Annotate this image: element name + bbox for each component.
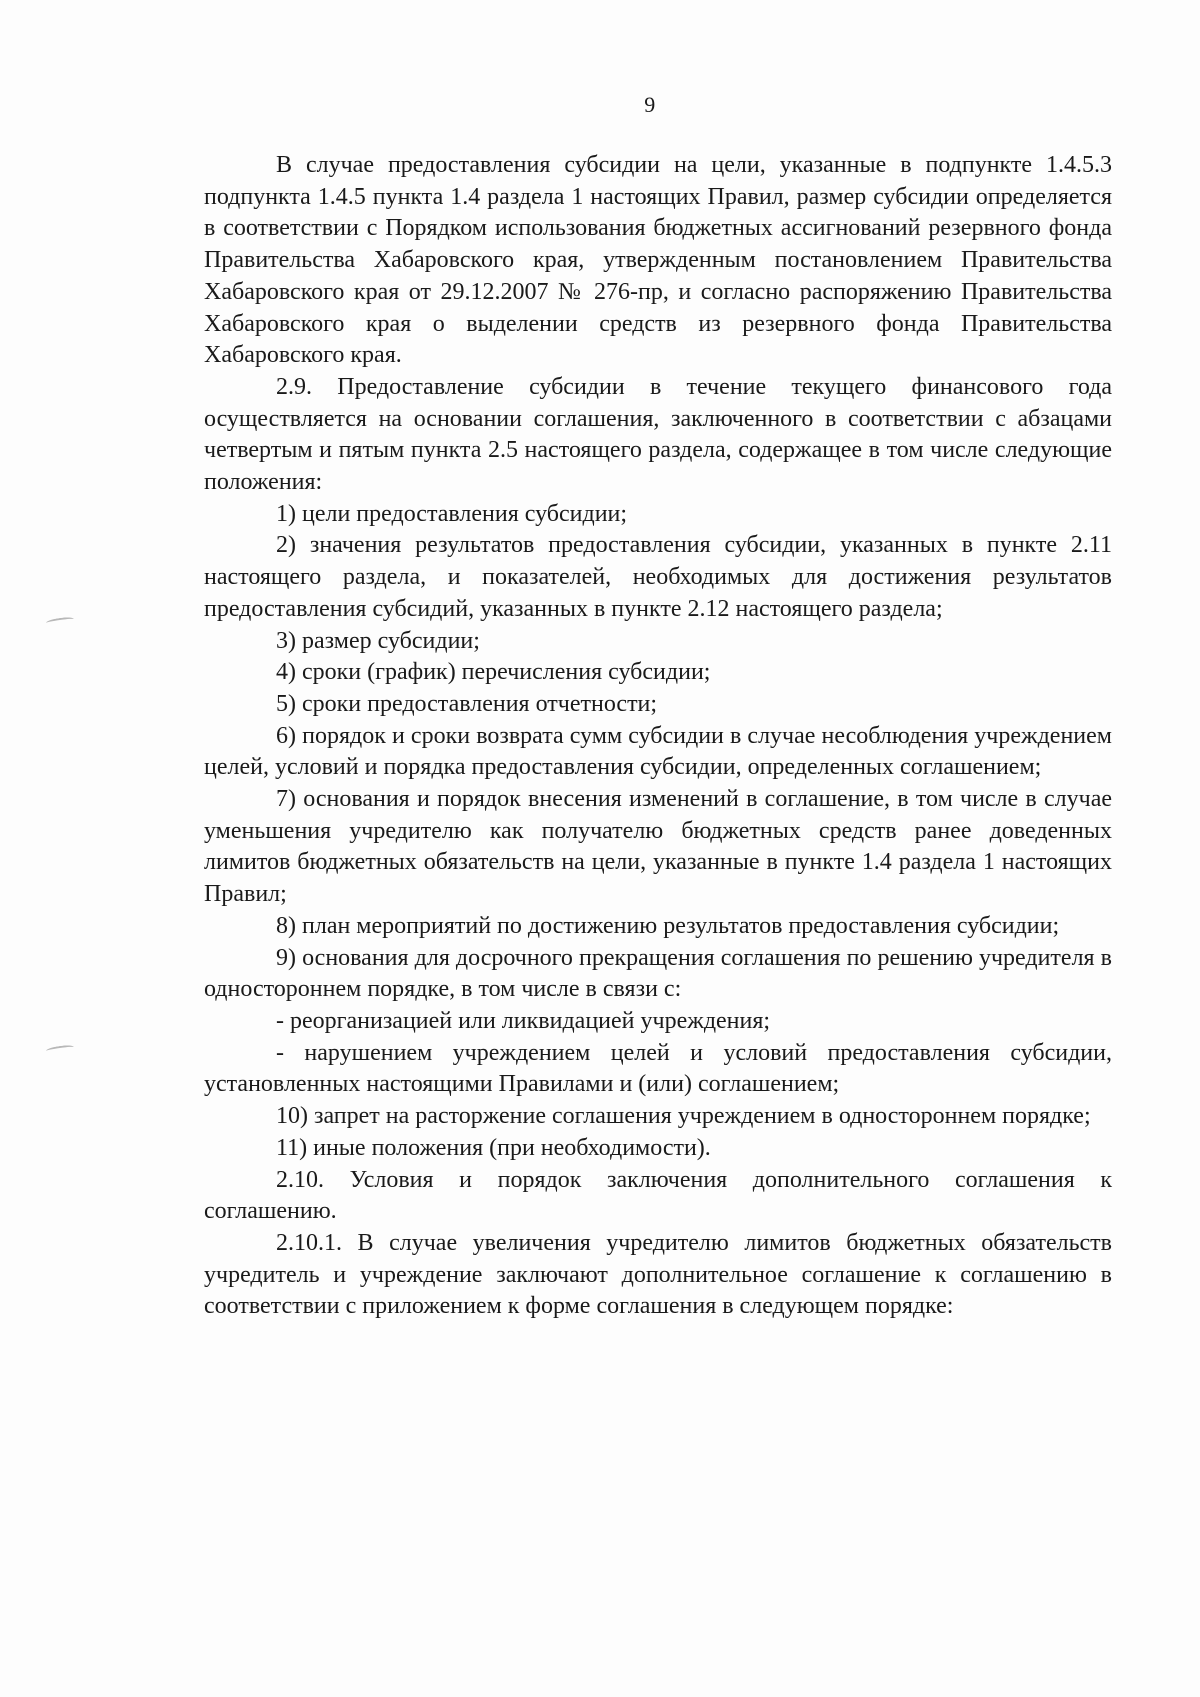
list-item-3: 3) размер субсидии;: [276, 627, 480, 654]
paragraph-2-10-1: 2.10.1. В случае увеличения учредителю лимитов бюджетных обязательств учредитель и учреждение заключают дополнительное соглашение к соглашению в соответствии с приложением к форме соглашения в следующем порядке:: [204, 1229, 1112, 1320]
list-item-7: 7) основания и порядок внесения изменений в соглашение, в том числе в случае уменьшения учредителю как получателю бюджетных средств ранее доведенных лимитов бюджетных обязательств на цели, указанные в пункте 1.4 раздела 1 настоящих Правил;: [204, 786, 1112, 908]
paragraph-reserve-fund: В случае предоставления субсидии на цели, указанные в подпункте 1.4.5.3 подпункта 1.4.5 пункта 1.4 раздела 1 настоящих Правил, размер субсидии определяется в соответствии с Порядком использования бюджетных ассигнований резервного фонда Правительства Хабаровского края, утвержденным постановлением Правительства Хабаровского края от 29.12.2007 № 276-пр, и согласно распоряжению Правительства Хабаровского края о выделении средств из резервного фонда Правительства Хабаровского края.: [204, 152, 1112, 369]
list-item-1: 1) цели предоставления субсидии;: [276, 500, 628, 527]
paragraph-2-10: 2.10. Условия и порядок заключения дополнительного соглашения к соглашению.: [204, 1166, 1112, 1225]
list-item-6: 6) порядок и сроки возврата сумм субсидии в случае несоблюдения учреждением целей, условий и порядка предоставления субсидии, определенных соглашением;: [204, 722, 1112, 781]
list-item-9: 9) основания для досрочного прекращения соглашения по решению учредителя в одностороннем порядке, в том числе в связи с:: [204, 944, 1112, 1003]
list-item-4: 4) сроки (график) перечисления субсидии;: [276, 659, 711, 686]
scan-mark: [46, 616, 75, 626]
list-item-5: 5) сроки предоставления отчетности;: [276, 690, 658, 717]
list-item-2: 2) значения результатов предоставления субсидии, указанных в пункте 2.11 настоящего раздела, и показателей, необходимых для достижения результатов предоставления субсидий, указанных в пункте 2.12 настоящего раздела;: [204, 532, 1112, 622]
page-number: 9: [644, 92, 656, 117]
list-item-11: 11) иные положения (при необходимости).: [276, 1134, 711, 1161]
sub-item-violation: - нарушением учреждением целей и условий предоставления субсидии, установленных настоящими Правилами и (или) соглашением;: [204, 1039, 1112, 1098]
list-item-8: 8) план мероприятий по достижению результатов предоставления субсидии;: [276, 912, 1060, 939]
list-item-10: 10) запрет на расторжение соглашения учреждением в одностороннем порядке;: [276, 1103, 1091, 1130]
document-body: [204, 150, 1112, 1323]
scan-mark: [46, 1044, 75, 1054]
sub-item-reorganization: - реорганизацией или ликвидацией учреждения;: [276, 1007, 771, 1034]
paragraph-2-9: 2.9. Предоставление субсидии в течение текущего финансового года осуществляется на основании соглашения, заключенного в соответствии с абзацами четвертым и пятым пункта 2.5 настоящего раздела, содержащее в том числе следующие положения:: [204, 373, 1112, 496]
